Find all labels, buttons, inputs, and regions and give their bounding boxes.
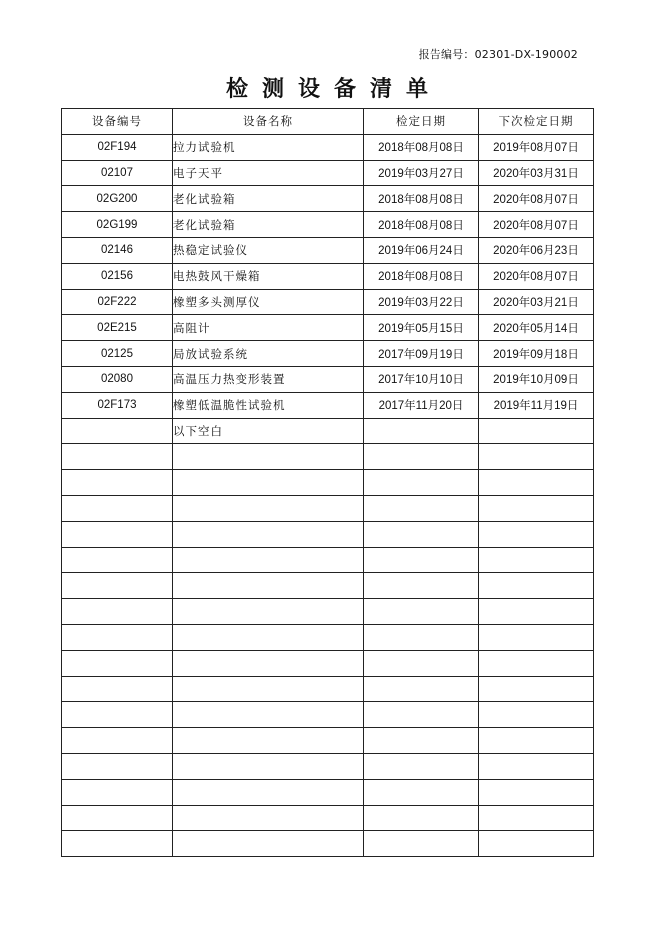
equipment-no-cell xyxy=(62,676,173,702)
table-row xyxy=(62,444,594,470)
table-row xyxy=(62,392,594,418)
next-calibration-date-cell: 2019年09月18日 xyxy=(479,341,594,367)
table-row xyxy=(62,521,594,547)
calibration-date-cell: 2019年03月27日 xyxy=(364,160,479,186)
table-row xyxy=(62,212,594,238)
equipment-name-cell xyxy=(173,728,364,754)
next-calibration-date-cell xyxy=(479,650,594,676)
next-calibration-date-cell: 2019年08月07日 xyxy=(479,134,594,160)
table-row xyxy=(62,702,594,728)
table-row xyxy=(62,624,594,650)
equipment-name-cell xyxy=(173,753,364,779)
table-row xyxy=(62,599,594,625)
calibration-date-cell: 2019年05月15日 xyxy=(364,315,479,341)
next-calibration-date-cell xyxy=(479,599,594,625)
table-row xyxy=(62,831,594,857)
equipment-no-cell xyxy=(62,521,173,547)
equipment-name-cell xyxy=(173,547,364,573)
calibration-date-cell: 2017年09月19日 xyxy=(364,341,479,367)
table-row xyxy=(62,470,594,496)
table-header-row xyxy=(62,109,594,135)
page-title: 检测设备清单 xyxy=(225,76,442,102)
calibration-date-cell xyxy=(364,728,479,754)
equipment-name-cell xyxy=(173,495,364,521)
table-row xyxy=(62,728,594,754)
calibration-date-cell xyxy=(364,599,479,625)
report-number: 报告编号：02301-DX-190002 xyxy=(418,48,578,61)
equipment-name-cell xyxy=(173,521,364,547)
calibration-date-cell: 2018年08月08日 xyxy=(364,134,479,160)
next-calibration-date-cell xyxy=(479,753,594,779)
equipment-no-cell: 02F194 xyxy=(62,134,173,160)
equipment-no-cell xyxy=(62,805,173,831)
equipment-name-cell: 老化试验箱 xyxy=(173,186,364,212)
equipment-name-cell: 高温压力热变形装置 xyxy=(173,366,364,392)
next-calibration-date-cell xyxy=(479,779,594,805)
calibration-date-cell xyxy=(364,470,479,496)
calibration-date-cell xyxy=(364,779,479,805)
equipment-name-cell xyxy=(173,831,364,857)
table-row xyxy=(62,676,594,702)
equipment-name-cell: 橡塑低温脆性试验机 xyxy=(173,392,364,418)
equipment-no-cell: 02G200 xyxy=(62,186,173,212)
calibration-date-cell xyxy=(364,547,479,573)
calibration-date-cell xyxy=(364,624,479,650)
table-row xyxy=(62,237,594,263)
header-calibration-date: 检定日期 xyxy=(364,109,479,135)
next-calibration-date-cell xyxy=(479,702,594,728)
equipment-name-cell xyxy=(173,650,364,676)
table-row xyxy=(62,160,594,186)
equipment-name-cell: 电子天平 xyxy=(173,160,364,186)
equipment-name-cell: 局放试验系统 xyxy=(173,341,364,367)
calibration-date-cell xyxy=(364,702,479,728)
calibration-date-cell xyxy=(364,831,479,857)
next-calibration-date-cell: 2020年08月07日 xyxy=(479,212,594,238)
next-calibration-date-cell: 2020年05月14日 xyxy=(479,315,594,341)
calibration-date-cell: 2018年08月08日 xyxy=(364,212,479,238)
calibration-date-cell xyxy=(364,753,479,779)
equipment-no-cell xyxy=(62,573,173,599)
equipment-no-cell xyxy=(62,495,173,521)
equipment-name-cell xyxy=(173,624,364,650)
calibration-date-cell: 2018年08月08日 xyxy=(364,263,479,289)
equipment-name-cell: 以下空白 xyxy=(173,418,364,444)
table-row xyxy=(62,495,594,521)
equipment-no-cell: 02080 xyxy=(62,366,173,392)
next-calibration-date-cell xyxy=(479,573,594,599)
equipment-no-cell xyxy=(62,702,173,728)
equipment-no-cell: 02G199 xyxy=(62,212,173,238)
equipment-no-cell: 02E215 xyxy=(62,315,173,341)
equipment-no-cell xyxy=(62,624,173,650)
header-equipment-no: 设备编号 xyxy=(62,109,173,135)
equipment-name-cell xyxy=(173,444,364,470)
equipment-no-cell xyxy=(62,470,173,496)
next-calibration-date-cell: 2019年11月19日 xyxy=(479,392,594,418)
calibration-date-cell xyxy=(364,418,479,444)
table-row xyxy=(62,186,594,212)
equipment-no-cell: 02146 xyxy=(62,237,173,263)
table-row xyxy=(62,779,594,805)
next-calibration-date-cell xyxy=(479,728,594,754)
header-next-calibration-date: 下次检定日期 xyxy=(479,109,594,135)
table-row xyxy=(62,418,594,444)
calibration-date-cell: 2017年10月10日 xyxy=(364,366,479,392)
equipment-no-cell xyxy=(62,418,173,444)
calibration-date-cell xyxy=(364,444,479,470)
next-calibration-date-cell xyxy=(479,418,594,444)
calibration-date-cell: 2019年03月22日 xyxy=(364,289,479,315)
next-calibration-date-cell xyxy=(479,521,594,547)
next-calibration-date-cell: 2020年03月21日 xyxy=(479,289,594,315)
equipment-no-cell: 02125 xyxy=(62,341,173,367)
table-row xyxy=(62,263,594,289)
calibration-date-cell: 2019年06月24日 xyxy=(364,237,479,263)
equipment-no-cell xyxy=(62,779,173,805)
calibration-date-cell xyxy=(364,805,479,831)
next-calibration-date-cell: 2020年06月23日 xyxy=(479,237,594,263)
equipment-no-cell: 02156 xyxy=(62,263,173,289)
equipment-name-cell: 老化试验箱 xyxy=(173,212,364,238)
table-row xyxy=(62,134,594,160)
calibration-date-cell xyxy=(364,521,479,547)
equipment-name-cell: 橡塑多头测厚仪 xyxy=(173,289,364,315)
equipment-name-cell xyxy=(173,676,364,702)
calibration-date-cell xyxy=(364,650,479,676)
equipment-no-cell xyxy=(62,444,173,470)
equipment-name-cell: 热稳定试验仪 xyxy=(173,237,364,263)
next-calibration-date-cell xyxy=(479,444,594,470)
table-row xyxy=(62,315,594,341)
calibration-date-cell: 2017年11月20日 xyxy=(364,392,479,418)
calibration-date-cell xyxy=(364,495,479,521)
equipment-no-cell: 02107 xyxy=(62,160,173,186)
equipment-name-cell: 电热鼓风干燥箱 xyxy=(173,263,364,289)
next-calibration-date-cell xyxy=(479,676,594,702)
calibration-date-cell xyxy=(364,573,479,599)
table-row xyxy=(62,289,594,315)
equipment-name-cell: 高阻计 xyxy=(173,315,364,341)
next-calibration-date-cell: 2020年03月31日 xyxy=(479,160,594,186)
equipment-no-cell xyxy=(62,599,173,625)
next-calibration-date-cell xyxy=(479,470,594,496)
equipment-name-cell xyxy=(173,805,364,831)
equipment-name-cell: 拉力试验机 xyxy=(173,134,364,160)
table-row xyxy=(62,341,594,367)
equipment-name-cell xyxy=(173,470,364,496)
next-calibration-date-cell xyxy=(479,495,594,521)
equipment-no-cell xyxy=(62,650,173,676)
equipment-table xyxy=(61,108,594,857)
equipment-name-cell xyxy=(173,702,364,728)
table-body xyxy=(62,134,594,856)
table-row xyxy=(62,650,594,676)
equipment-name-cell xyxy=(173,599,364,625)
next-calibration-date-cell: 2020年08月07日 xyxy=(479,186,594,212)
equipment-name-cell xyxy=(173,779,364,805)
header-equipment-name: 设备名称 xyxy=(173,109,364,135)
equipment-no-cell xyxy=(62,831,173,857)
calibration-date-cell xyxy=(364,676,479,702)
next-calibration-date-cell xyxy=(479,831,594,857)
equipment-no-cell: 02F222 xyxy=(62,289,173,315)
next-calibration-date-cell: 2020年08月07日 xyxy=(479,263,594,289)
table-row xyxy=(62,366,594,392)
table-row xyxy=(62,753,594,779)
equipment-no-cell: 02F173 xyxy=(62,392,173,418)
equipment-no-cell xyxy=(62,728,173,754)
table-row xyxy=(62,573,594,599)
next-calibration-date-cell xyxy=(479,624,594,650)
table-row xyxy=(62,547,594,573)
equipment-no-cell xyxy=(62,753,173,779)
next-calibration-date-cell xyxy=(479,805,594,831)
next-calibration-date-cell: 2019年10月09日 xyxy=(479,366,594,392)
calibration-date-cell: 2018年08月08日 xyxy=(364,186,479,212)
table-row xyxy=(62,805,594,831)
equipment-no-cell xyxy=(62,547,173,573)
equipment-name-cell xyxy=(173,573,364,599)
next-calibration-date-cell xyxy=(479,547,594,573)
